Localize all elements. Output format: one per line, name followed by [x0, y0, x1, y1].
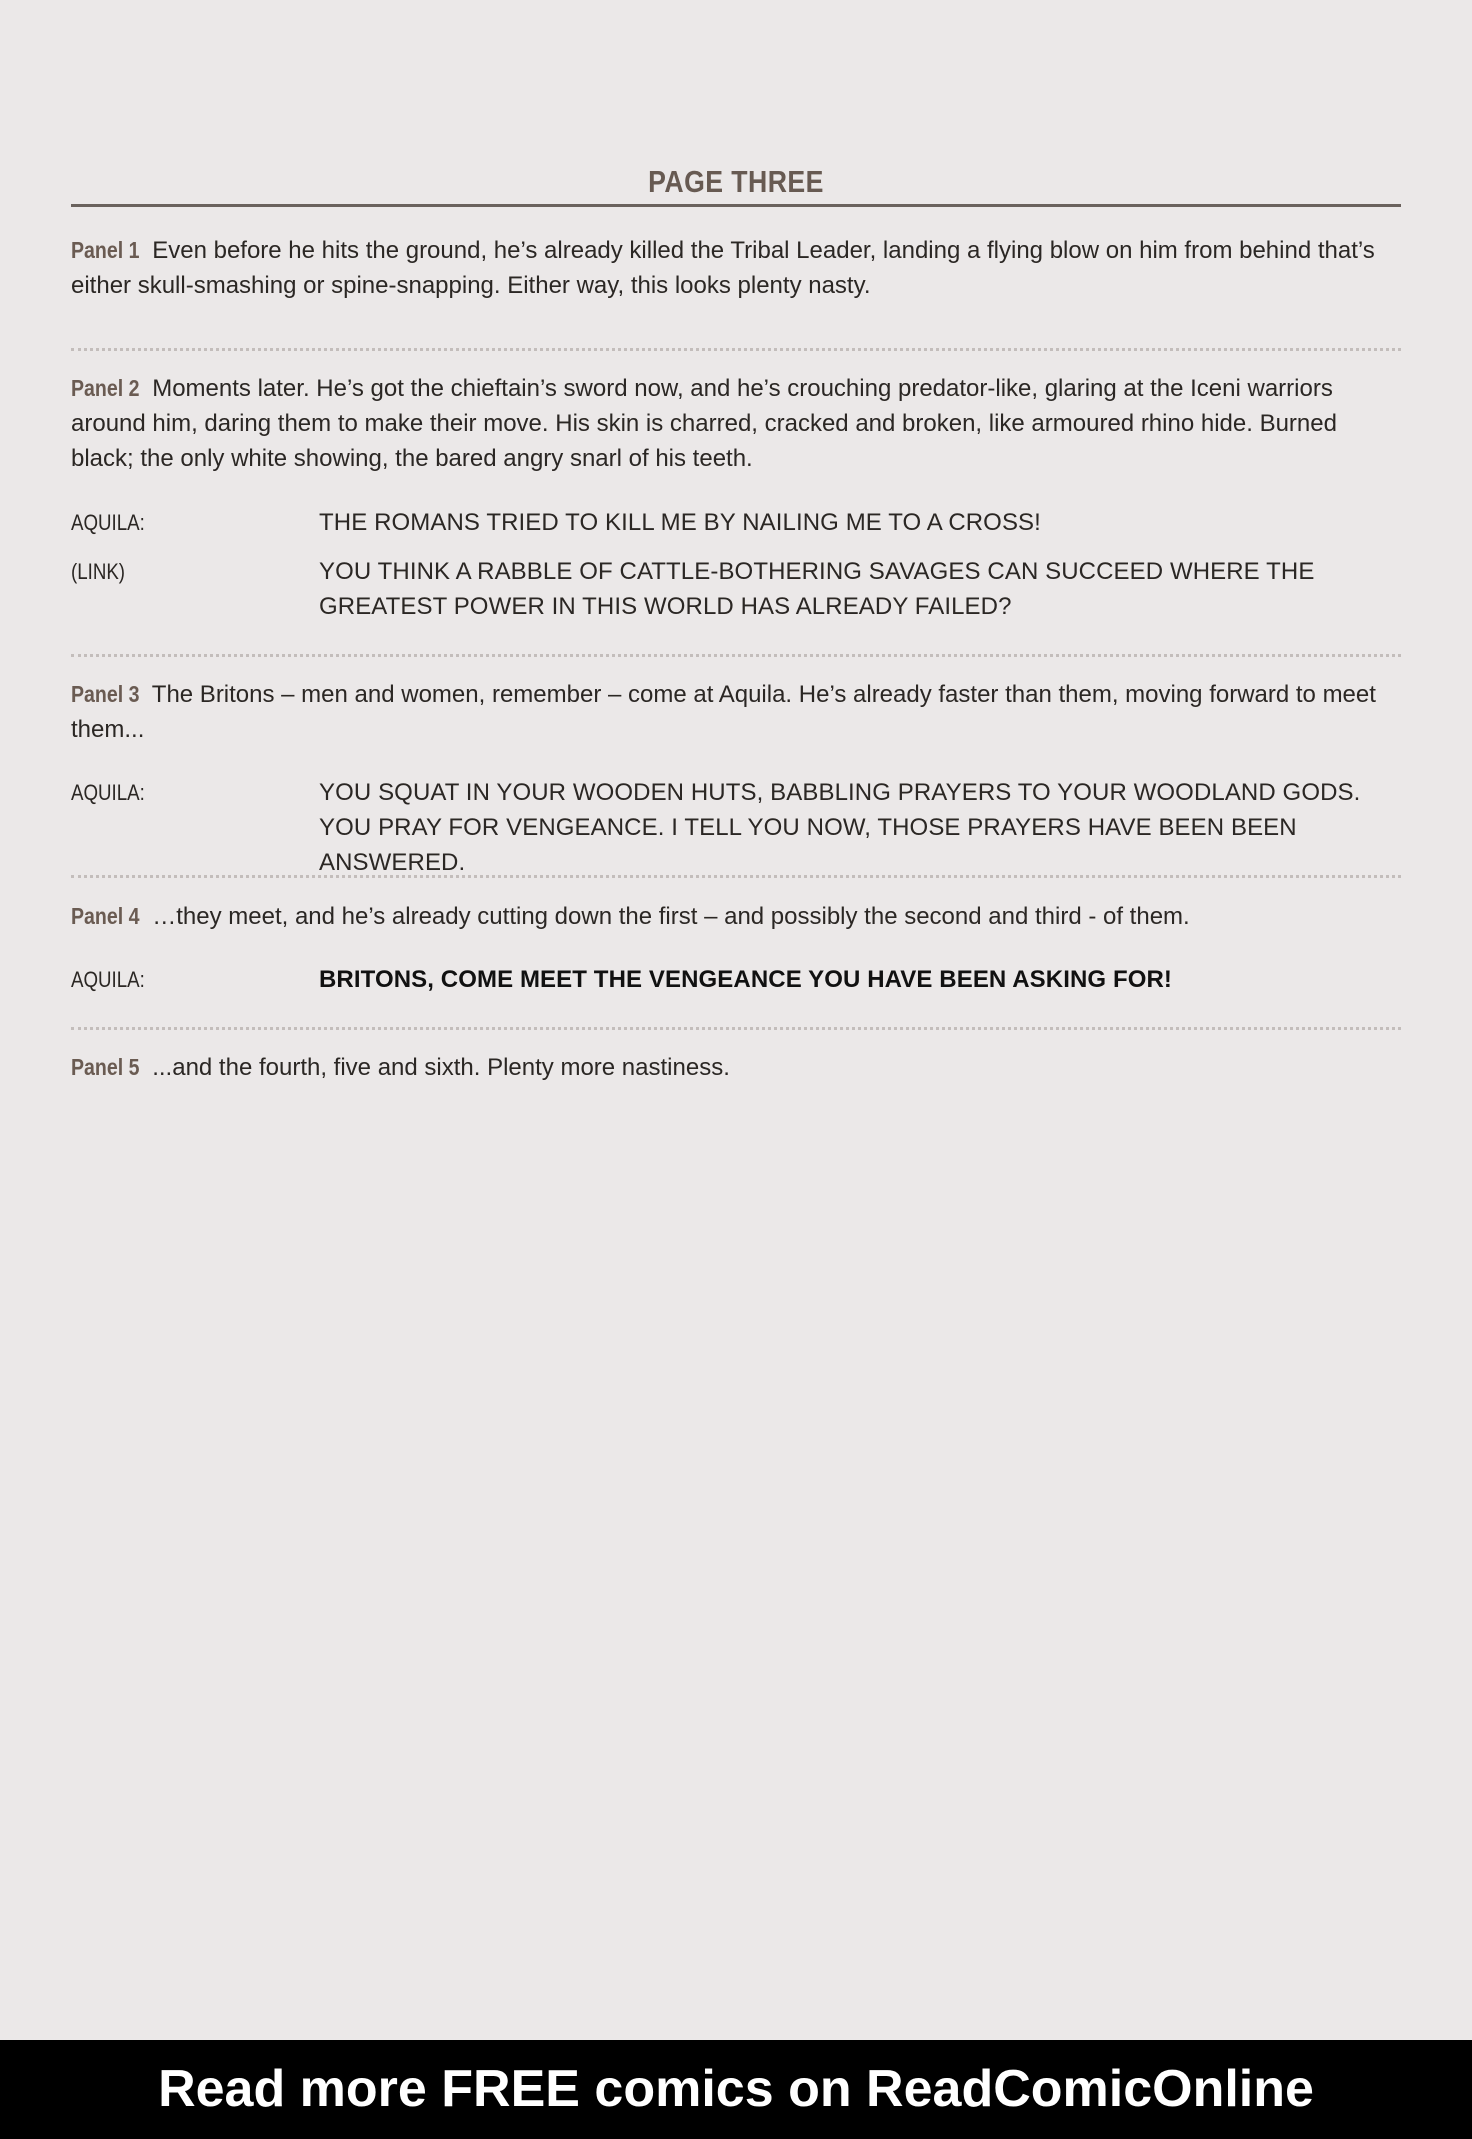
- dialogue-row: [71, 554, 1401, 624]
- speaker-name: (LINK): [71, 559, 126, 584]
- panel-description: [71, 233, 1401, 303]
- panel-3: [71, 677, 1401, 747]
- dialogue-line: BRITONS, COME MEET THE VENGEANCE YOU HAVE BEEN ASKING FOR!: [319, 966, 1172, 993]
- speaker-name: AQUILA:: [71, 780, 145, 805]
- panel-label: Panel 2: [71, 375, 140, 401]
- panel-text: The Britons – men and women, remember – come at Aquila. He’s already faster than them, moving forward to meet them...: [71, 681, 1376, 743]
- panel-4: [71, 899, 1401, 934]
- panel-1: [71, 233, 1401, 303]
- speaker-name: AQUILA:: [71, 510, 145, 535]
- panel-divider: [71, 1027, 1401, 1030]
- panel-text: ...and the fourth, five and sixth. Plenty more nastiness.: [152, 1054, 730, 1081]
- dialogue-line: THE ROMANS TRIED TO KILL ME BY NAILING ME TO A CROSS!: [319, 509, 1041, 536]
- panel-description: [71, 899, 1401, 934]
- dialogue-line: YOU SQUAT IN YOUR WOODEN HUTS, BABBLING PRAYERS TO YOUR WOODLAND GODS. YOU PRAY FOR VENGEANCE. I TELL YOU NOW, THOSE PRAYERS HAVE BEEN BEEN ANSWERED.: [319, 779, 1361, 876]
- speaker-name: AQUILA:: [71, 967, 145, 992]
- panel-label: Panel 3: [71, 681, 140, 707]
- panel-description: [71, 1050, 1401, 1085]
- panel-description: [71, 371, 1401, 476]
- dialogue-line: YOU THINK A RABBLE OF CATTLE-BOTHERING SAVAGES CAN SUCCEED WHERE THE GREATEST POWER IN THIS WORLD HAS ALREADY FAILED?: [319, 558, 1315, 620]
- panel-label: Panel 4: [71, 903, 140, 929]
- panel-divider: [71, 348, 1401, 351]
- panel-text: Moments later. He’s got the chieftain’s sword now, and he’s crouching predator-like, glaring at the Iceni warriors around him, daring them to make their move. His skin is charred, cracked and broken, like armoured rhino hide. Burned black; the only white showing, the bared angry snarl of his teeth.: [71, 375, 1337, 472]
- page-title: PAGE THREE: [648, 164, 824, 199]
- panel-5: [71, 1050, 1401, 1085]
- promo-banner[interactable]: Read more FREE comics on ReadComicOnline: [0, 2040, 1472, 2139]
- panel-label: Panel 1: [71, 237, 140, 263]
- panel-divider: [71, 654, 1401, 657]
- panel-text: Even before he hits the ground, he’s already killed the Tribal Leader, landing a flying blow on him from behind that’s either skull-smashing or spine-snapping. Either way, this looks plenty nasty.: [71, 237, 1375, 299]
- panel-description: [71, 677, 1401, 747]
- panel-2: [71, 371, 1401, 476]
- dialogue-row: [71, 775, 1401, 880]
- panel-label: Panel 5: [71, 1054, 140, 1080]
- dialogue-row: [71, 505, 1401, 540]
- title-rule: [71, 204, 1401, 207]
- panel-text: …they meet, and he’s already cutting down the first – and possibly the second and third - of them.: [152, 903, 1190, 930]
- panel-divider: [71, 875, 1401, 878]
- dialogue-row: [71, 962, 1401, 997]
